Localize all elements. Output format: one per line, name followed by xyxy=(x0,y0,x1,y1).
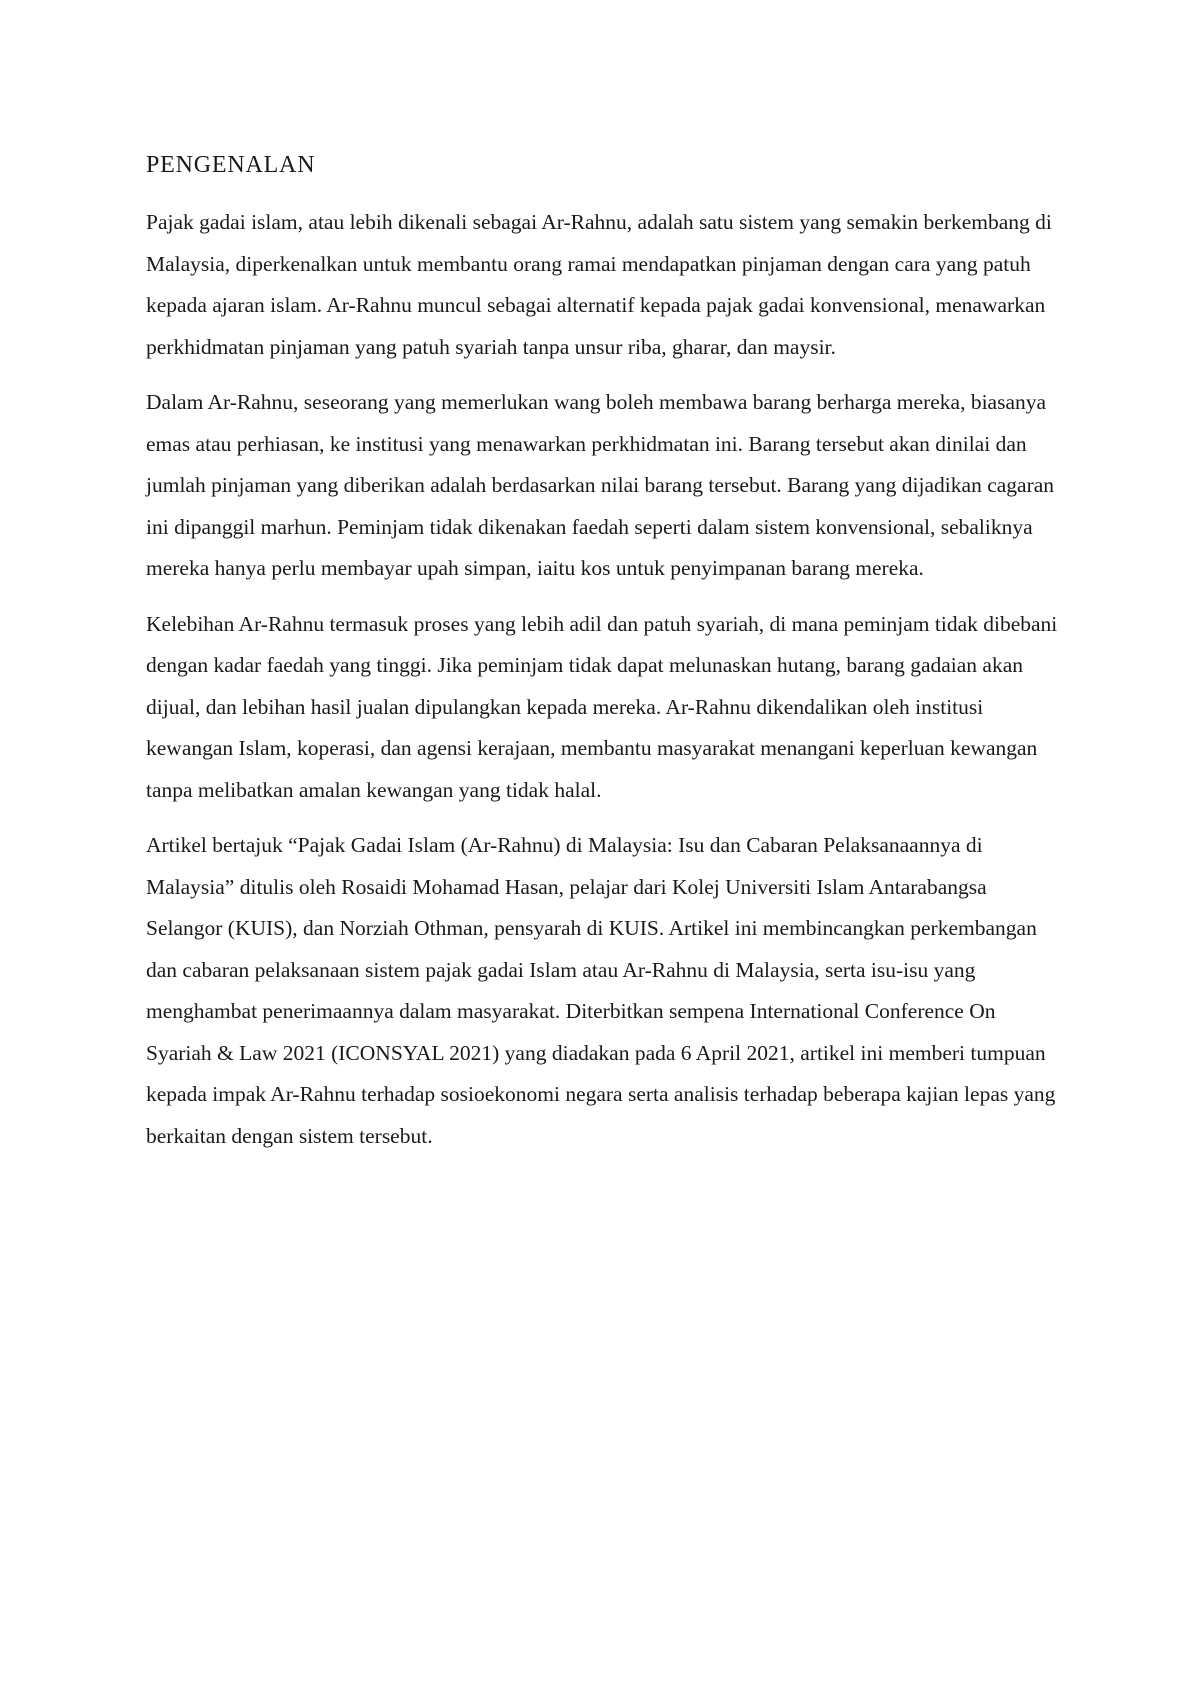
paragraph-advantages: Kelebihan Ar-Rahnu termasuk proses yang lebih adil dan patuh syariah, di mana peminjam tidak dibebani dengan kadar faedah yang tinggi. Jika peminjam tidak dapat melunaskan hutang, barang gadaian akan dijual, dan lebihan hasil jualan dipulangkan kepada mereka. Ar-Rahnu dikendalikan oleh institusi kewangan Islam, koperasi, dan agensi kerajaan, membantu masyarakat menangani keperluan kewangan tanpa melibatkan amalan kewangan yang tidak halal. xyxy=(146,611,1058,802)
document-body xyxy=(146,150,1064,1171)
paragraph-article: Artikel bertajuk “Pajak Gadai Islam (Ar-Rahnu) di Malaysia: Isu dan Cabaran Pelaksanaannya di Malaysia” ditulis oleh Rosaidi Mohamad Hasan, pelajar dari Kolej Universiti Islam Antarabangsa Selangor (KUIS), dan Norziah Othman, pensyarah di KUIS. Artikel ini membincangkan perkembangan dan cabaran pelaksanaan sistem pajak gadai Islam atau Ar-Rahnu di Malaysia, serta isu-isu yang menghambat penerimaannya dalam masyarakat. Diterbitkan sempena International Conference On Syariah & Law 2021 (ICONSYAL 2021) yang diadakan pada 6 April 2021, artikel ini memberi tumpuan kepada impak Ar-Rahnu terhadap sosioekonomi negara serta analisis terhadap beberapa kajian lepas yang berkaitan dengan sistem tersebut. xyxy=(146,833,1056,1148)
paragraph-introduction: Pajak gadai islam, atau lebih dikenali sebagai Ar-Rahnu, adalah satu sistem yang semakin berkembang di Malaysia, diperkenalkan untuk membantu orang ramai mendapatkan pinjaman dengan cara yang patuh kepada ajaran islam. Ar-Rahnu muncul sebagai alternatif kepada pajak gadai konvensional, menawarkan perkhidmatan pinjaman yang patuh syariah tanpa unsur riba, gharar, dan maysir. xyxy=(146,210,1052,359)
section-heading: PENGENALAN xyxy=(146,152,316,178)
paragraph-process: Dalam Ar-Rahnu, seseorang yang memerlukan wang boleh membawa barang berharga mereka, biasanya emas atau perhiasan, ke institusi yang menawarkan perkhidmatan ini. Barang tersebut akan dinilai dan jumlah pinjaman yang diberikan adalah berdasarkan nilai barang tersebut. Barang yang dijadikan cagaran ini dipanggil marhun. Peminjam tidak dikenakan faedah seperti dalam sistem konvensional, sebaliknya mereka hanya perlu membayar upah simpan, iaitu kos untuk penyimpanan barang mereka. xyxy=(146,390,1055,580)
